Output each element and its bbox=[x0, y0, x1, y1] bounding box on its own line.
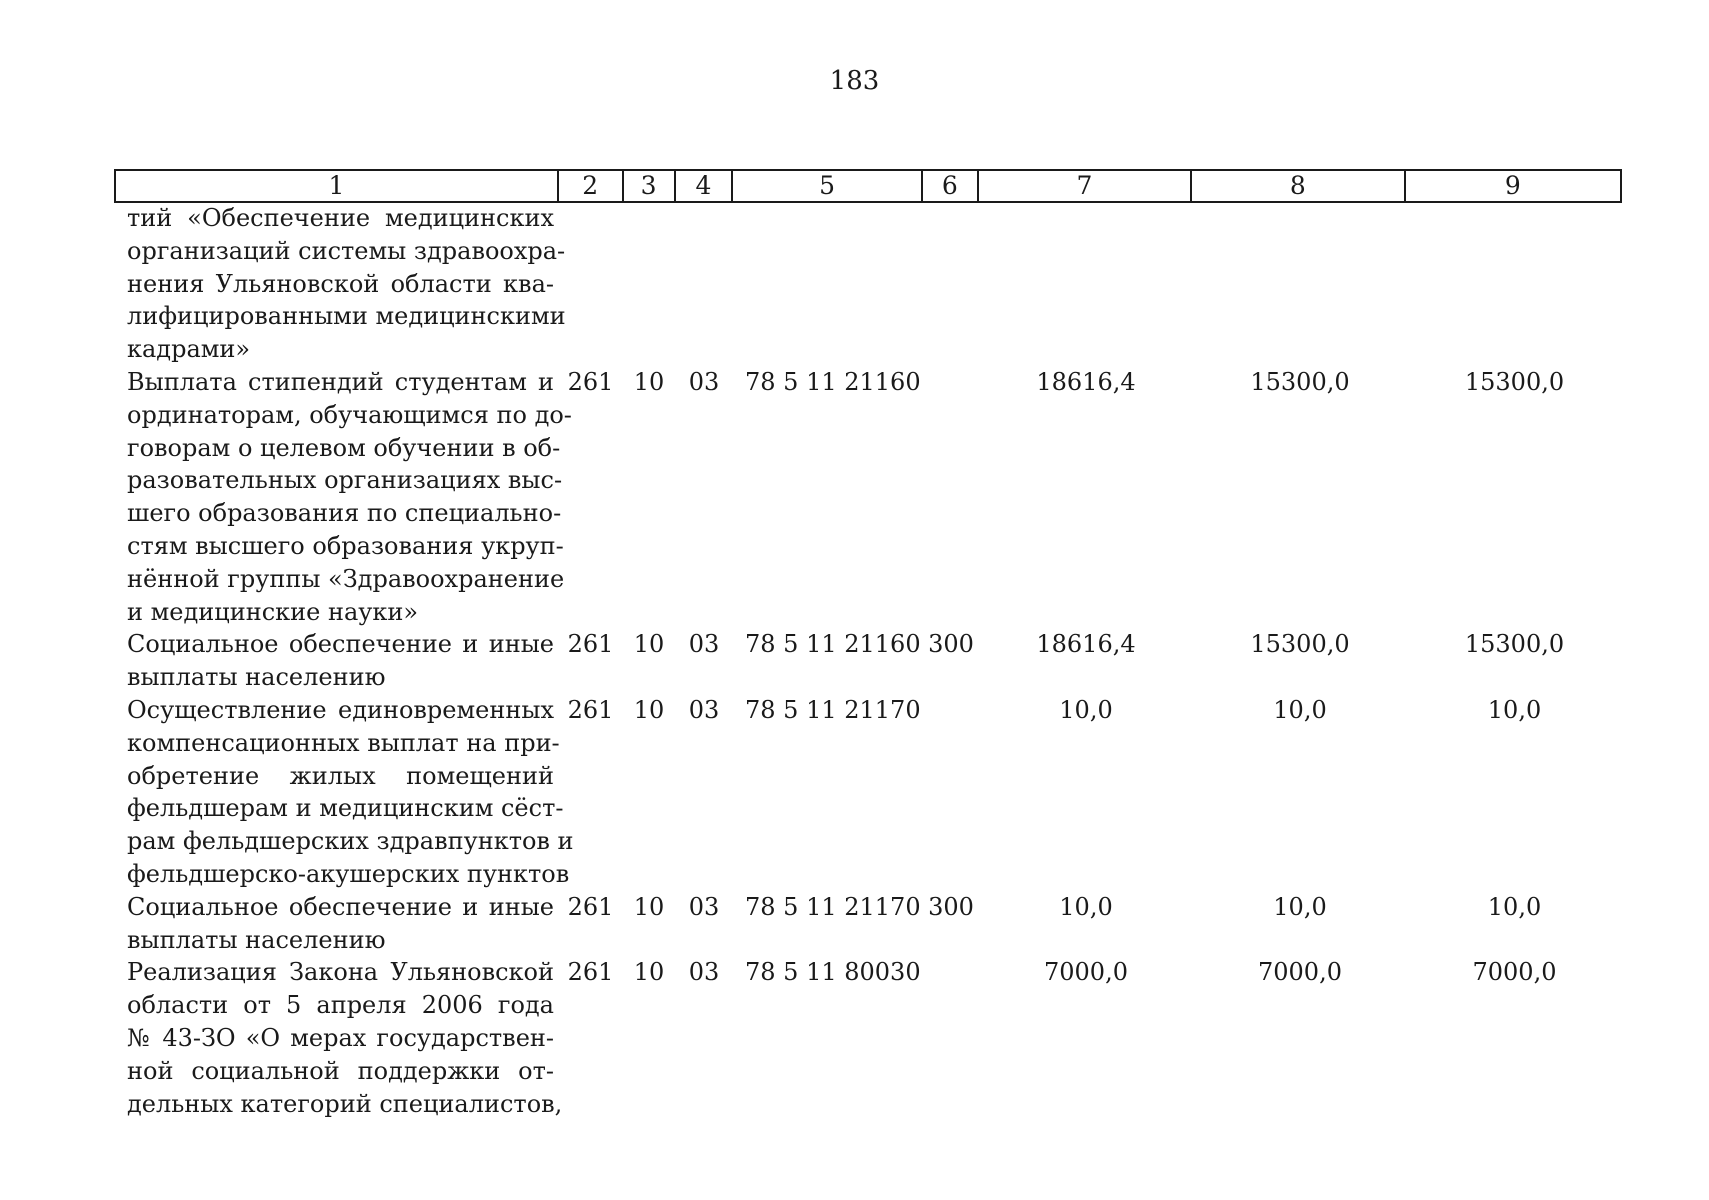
code-column-4 bbox=[675, 202, 733, 366]
row-name-line: фельдшерско-акушерских пунктов bbox=[127, 859, 570, 888]
amount-column-7: 18616,4 bbox=[1036, 367, 1136, 396]
column-header-5: 5 bbox=[733, 171, 923, 201]
amount-column-8 bbox=[1193, 202, 1407, 366]
row-name-line: дельных категорий специалистов, bbox=[127, 1089, 563, 1118]
amount-column-7: 10,0 bbox=[1059, 695, 1113, 724]
column-header-2: 2 bbox=[559, 171, 624, 201]
amount-column-8: 15300,0 bbox=[1250, 630, 1350, 659]
code-column-2: 261 bbox=[567, 367, 614, 396]
table-body bbox=[114, 202, 1622, 1120]
code-column-5 bbox=[733, 202, 923, 366]
table-row bbox=[114, 628, 1622, 694]
row-name-line: выплаты населению bbox=[127, 925, 386, 954]
row-name-cell bbox=[114, 694, 574, 891]
column-header-6: 6 bbox=[923, 171, 979, 201]
row-name-line: Осуществление единовременных bbox=[127, 695, 554, 724]
code-column-5: 78 5 11 21170 bbox=[745, 892, 921, 921]
code-column-5: 78 5 11 80030 bbox=[745, 958, 921, 987]
code-column-2: 261 bbox=[567, 630, 614, 659]
table-row bbox=[114, 956, 1622, 1120]
row-name-line: Социальное обеспечение и иные bbox=[127, 630, 554, 659]
code-column-2: 261 bbox=[567, 695, 614, 724]
table-row bbox=[114, 694, 1622, 891]
column-header-9: 9 bbox=[1504, 171, 1521, 200]
amount-column-7 bbox=[979, 202, 1193, 366]
amount-column-9: 15300,0 bbox=[1464, 367, 1565, 396]
row-name-line: организаций системы здравоохра- bbox=[127, 236, 566, 265]
row-name-cell bbox=[114, 628, 558, 694]
code-column-6 bbox=[923, 694, 979, 891]
code-column-4: 03 bbox=[688, 958, 720, 987]
code-column-6 bbox=[923, 202, 979, 366]
row-name-line: рам фельдшерских здравпунктов и bbox=[127, 827, 574, 856]
row-name-line: нённой группы «Здравоохранение bbox=[127, 564, 565, 593]
code-column-4: 03 bbox=[688, 695, 720, 724]
code-column-4: 03 bbox=[688, 892, 720, 921]
row-name-cell bbox=[114, 202, 566, 366]
column-header-1: 1 bbox=[116, 171, 559, 201]
code-column-2: 261 bbox=[567, 892, 614, 921]
code-column-3: 10 bbox=[633, 630, 665, 659]
column-header-4: 4 bbox=[676, 171, 734, 201]
row-name-line: кадрами» bbox=[127, 335, 251, 364]
row-name-line: фельдшерам и медицинским сёст- bbox=[127, 794, 564, 823]
row-name-line: стям высшего образования укруп- bbox=[127, 531, 564, 560]
code-column-3 bbox=[623, 202, 675, 366]
row-name-line: говорам о целевом обучении в об- bbox=[127, 433, 561, 462]
amount-column-9: 15300,0 bbox=[1464, 630, 1565, 659]
row-name-line: шего образования по специально- bbox=[127, 499, 562, 528]
column-header-3: 3 bbox=[624, 171, 676, 201]
amount-column-9: 10,0 bbox=[1487, 892, 1542, 921]
code-column-3: 10 bbox=[633, 892, 665, 921]
code-column-5: 78 5 11 21160 bbox=[745, 367, 921, 396]
amount-column-7: 10,0 bbox=[1059, 892, 1113, 921]
code-column-3: 10 bbox=[633, 695, 665, 724]
amount-column-8: 7000,0 bbox=[1258, 958, 1342, 987]
code-column-6: 300 bbox=[928, 892, 974, 921]
code-column-2: 261 bbox=[567, 958, 614, 987]
table-header bbox=[114, 169, 1622, 203]
row-name-cell bbox=[114, 366, 572, 628]
amount-column-8: 10,0 bbox=[1273, 695, 1327, 724]
code-column-6: 300 bbox=[928, 630, 974, 659]
amount-column-7: 7000,0 bbox=[1044, 958, 1128, 987]
table-row bbox=[114, 891, 1622, 957]
table-row bbox=[114, 202, 1622, 366]
row-name-line: № 43-ЗО «О мерах государствен- bbox=[127, 1023, 554, 1052]
page-number: 183 bbox=[829, 66, 880, 96]
row-name-line: Социальное обеспечение и иные bbox=[127, 892, 554, 921]
code-column-6 bbox=[923, 366, 979, 628]
table-row bbox=[114, 366, 1622, 628]
row-name-line: выплаты населению bbox=[127, 663, 386, 692]
row-name-line: и медицинские науки» bbox=[127, 597, 419, 626]
amount-column-8: 15300,0 bbox=[1250, 367, 1350, 396]
row-name-line: ординаторам, обучающимся по до- bbox=[127, 400, 572, 429]
row-name-cell bbox=[114, 956, 563, 1120]
column-header-8: 8 bbox=[1192, 171, 1405, 201]
code-column-3: 10 bbox=[633, 367, 665, 396]
code-column-6 bbox=[923, 956, 979, 1120]
code-column-5: 78 5 11 21160 bbox=[745, 630, 921, 659]
code-column-4: 03 bbox=[688, 630, 720, 659]
amount-column-7: 18616,4 bbox=[1036, 630, 1136, 659]
row-name-line: нения Ульяновской области ква- bbox=[127, 269, 554, 298]
row-name-line: разовательных организациях выс- bbox=[127, 466, 563, 495]
row-name-cell bbox=[114, 891, 558, 957]
amount-column-8: 10,0 bbox=[1273, 892, 1327, 921]
row-name-line: тий «Обеспечение медицинских bbox=[127, 204, 554, 232]
code-column-5: 78 5 11 21170 bbox=[745, 695, 921, 724]
code-column-2 bbox=[558, 202, 623, 366]
row-name-line: ной социальной поддержки от- bbox=[127, 1056, 554, 1085]
code-column-4: 03 bbox=[688, 367, 720, 396]
column-header-7: 7 bbox=[979, 171, 1192, 201]
row-name-line: Реализация Закона Ульяновской bbox=[127, 958, 554, 987]
row-name-line: Выплата стипендий студентам и bbox=[127, 367, 554, 396]
row-name-line: области от 5 апреля 2006 года bbox=[127, 991, 554, 1020]
row-name-line: лифицированными медицинскими bbox=[127, 302, 566, 331]
amount-column-9: 7000,0 bbox=[1472, 958, 1557, 987]
amount-column-9: 10,0 bbox=[1487, 695, 1542, 724]
row-name-line: обретение жилых помещений bbox=[127, 761, 554, 790]
row-name-line: компенсационных выплат на при- bbox=[127, 728, 560, 757]
amount-column-9 bbox=[1407, 202, 1622, 366]
code-column-3: 10 bbox=[633, 958, 665, 987]
